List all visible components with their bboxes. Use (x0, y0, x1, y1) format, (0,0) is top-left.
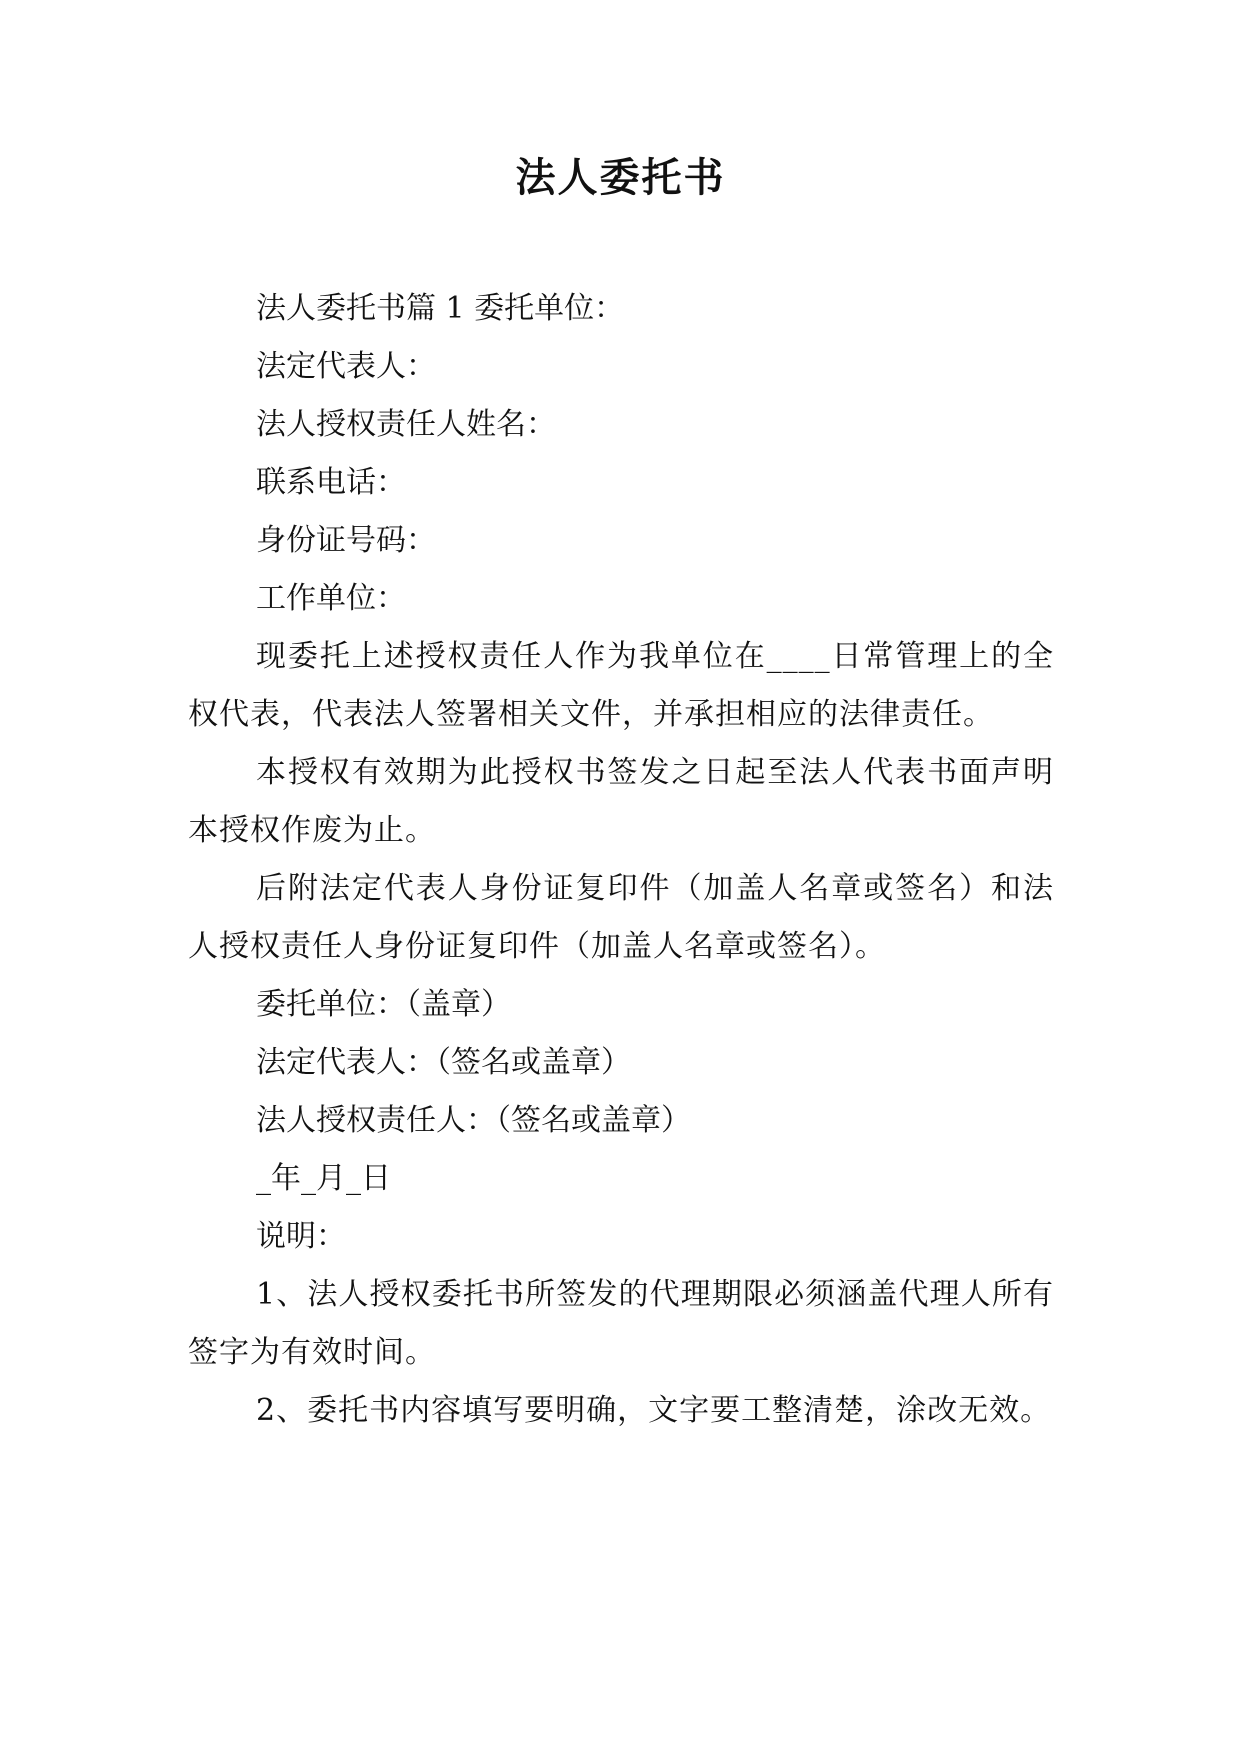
notes-heading: 说明： (256, 1219, 346, 1254)
signature-date: _年_月_日 (256, 1161, 391, 1196)
paragraph-attachments: 后附法定代表人身份证复印件（加盖人名章或签名）和法人授权责任人身份证复印件（加盖人名章或签名）。 (188, 871, 1054, 964)
paragraph-authorization: 现委托上述授权责任人作为我单位在____日常管理上的全权代表，代表法人签署相关文件，并承担相应的法律责任。 (188, 639, 1054, 732)
field-phone: 联系电话： (256, 465, 406, 500)
field-entrusting-unit: 法人委托书篇 1 委托单位： (256, 291, 625, 326)
signature-entrusting-unit: 委托单位：（盖章） (256, 987, 511, 1022)
signature-legal-representative: 法定代表人：（签名或盖章） (256, 1045, 631, 1080)
field-work-unit: 工作单位： (256, 581, 406, 616)
note-item-2: 2、委托书内容填写要明确，文字要工整清楚，涂改无效。 (256, 1393, 1052, 1428)
field-authorized-person-name: 法人授权责任人姓名： (256, 407, 556, 442)
paragraph-validity: 本授权有效期为此授权书签发之日起至法人代表书面声明本授权作废为止。 (188, 755, 1054, 848)
field-legal-representative: 法定代表人： (256, 349, 436, 384)
field-id-number: 身份证号码： (256, 523, 436, 558)
signature-authorized-person: 法人授权责任人：（签名或盖章） (256, 1103, 691, 1138)
document-body (188, 280, 1054, 1440)
note-item-1: 1、法人授权委托书所签发的代理期限必须涵盖代理人所有签字为有效时间。 (188, 1277, 1054, 1370)
document-title: 法人委托书 (515, 155, 726, 201)
